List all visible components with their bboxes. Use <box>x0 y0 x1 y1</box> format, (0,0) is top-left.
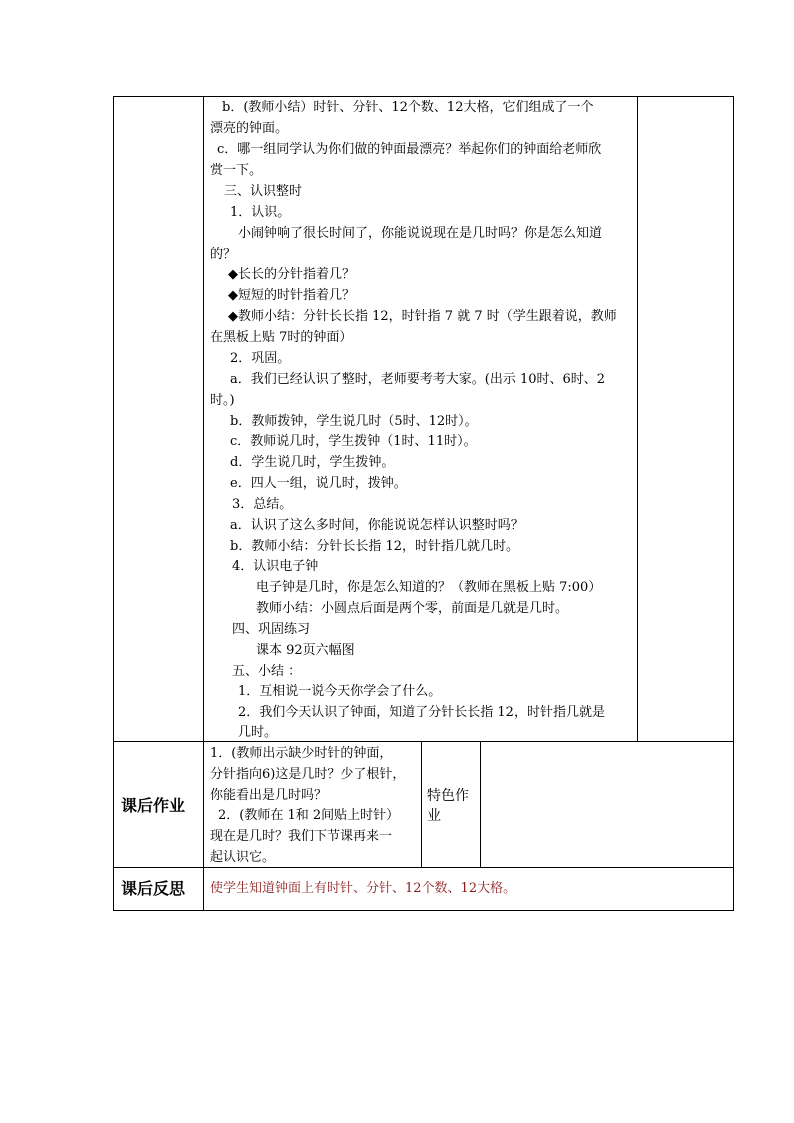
reflection-split-line <box>203 867 204 910</box>
homework-line: 1．(教师出示缺少时针的钟面， <box>210 746 393 761</box>
lesson-line: 赏一下。 <box>210 163 263 178</box>
table-border-top <box>113 96 734 97</box>
homework-split-line-1 <box>421 741 422 867</box>
section-heading: 四、巩固练习 <box>232 622 311 637</box>
feature-homework-cell <box>481 742 733 867</box>
homework-line: 你能看出是几时吗？ <box>210 788 328 803</box>
reflection-text: 使学生知道钟面上有时针、分针、12个数、12大格。 <box>210 881 517 896</box>
homework-label: 课后作业 <box>121 796 186 815</box>
lesson-line: ◆长长的分针指着几？ <box>228 267 355 282</box>
lesson-line: b．教师拨钟，学生说几时（5时、12时）。 <box>230 414 478 429</box>
feature-homework-label: 特色作 <box>427 788 469 804</box>
table-border-left <box>113 96 114 911</box>
lesson-line: e．四人一组，说几时，拨钟。 <box>230 476 407 491</box>
table-border-bottom <box>113 910 734 911</box>
feature-homework-label: 业 <box>427 808 441 824</box>
lesson-line: 漂亮的钟面。 <box>210 121 289 136</box>
lesson-line: 课本 92页六幅图 <box>256 643 355 658</box>
lesson-line: 4．认识电子钟 <box>232 559 319 574</box>
lesson-line: a．我们已经认识了整时，老师要考考大家。(出示 10时、6时、2 <box>230 372 606 387</box>
lesson-line: 1．认识。 <box>230 205 291 220</box>
homework-line: 现在是几时？我们下节课再来一 <box>210 829 393 844</box>
lesson-line: 在黑板上贴 7时的钟面） <box>210 330 353 345</box>
lesson-line: b．教师小结：分针长长指 12，时针指几就几时。 <box>230 539 519 554</box>
main-column-right-line <box>637 96 638 742</box>
lesson-line: 小闹钟响了很长时间了，你能说说现在是几时吗？你是怎么知道 <box>238 226 603 241</box>
lesson-line: ◆教师小结：分针长长指 12，时针指 7 就 7 时（学生跟着说，教师 <box>228 309 617 324</box>
table-divider-2 <box>113 867 734 868</box>
lesson-line: 3．总结。 <box>232 497 293 512</box>
lesson-line: ◆短短的时针指着几？ <box>228 288 355 303</box>
homework-line: 分针指向6)这是几时？少了根针， <box>210 767 406 782</box>
reflection-label: 课后反思 <box>121 879 186 898</box>
table-border-right <box>733 96 734 911</box>
lesson-line: c．哪一组同学认为你们做的钟面最漂亮？举起你们的钟面给老师欣 <box>217 142 602 157</box>
lesson-line: 电子钟是几时，你是怎么知道的？（教师在黑板上贴 7:00） <box>256 580 602 595</box>
lesson-line: 1．互相说一说今天你学会了什么。 <box>238 684 442 699</box>
section-heading: 五、小结 ： <box>232 664 302 679</box>
lesson-line: 2．巩固。 <box>230 351 291 366</box>
lesson-line: 的？ <box>210 247 237 262</box>
lesson-line: 时。) <box>210 393 235 408</box>
lesson-line: c．教师说几时，学生拨钟（1时、11时）。 <box>230 434 477 449</box>
homework-line: 2．(教师在 1和 2间贴上时针） <box>218 808 400 823</box>
lesson-line: 几时。 <box>238 725 278 740</box>
lesson-line: 教师小结：小圆点后面是两个零，前面是几就是几时。 <box>256 601 569 616</box>
main-column-left-line <box>203 96 204 867</box>
homework-line: 起认识它。 <box>210 850 276 865</box>
lesson-line: b．(教师小结）时针、分针、12个数、12大格，它们组成了一个 <box>222 100 594 115</box>
lesson-line: d．学生说几时，学生拨钟。 <box>230 455 395 470</box>
lesson-line: a．认识了这么多时间，你能说说怎样认识整时吗？ <box>230 518 524 533</box>
section-heading: 三、认识整时 <box>224 184 303 199</box>
lesson-line: 2．我们今天认识了钟面，知道了分针长长指 12，时针指几就是 <box>238 705 605 720</box>
